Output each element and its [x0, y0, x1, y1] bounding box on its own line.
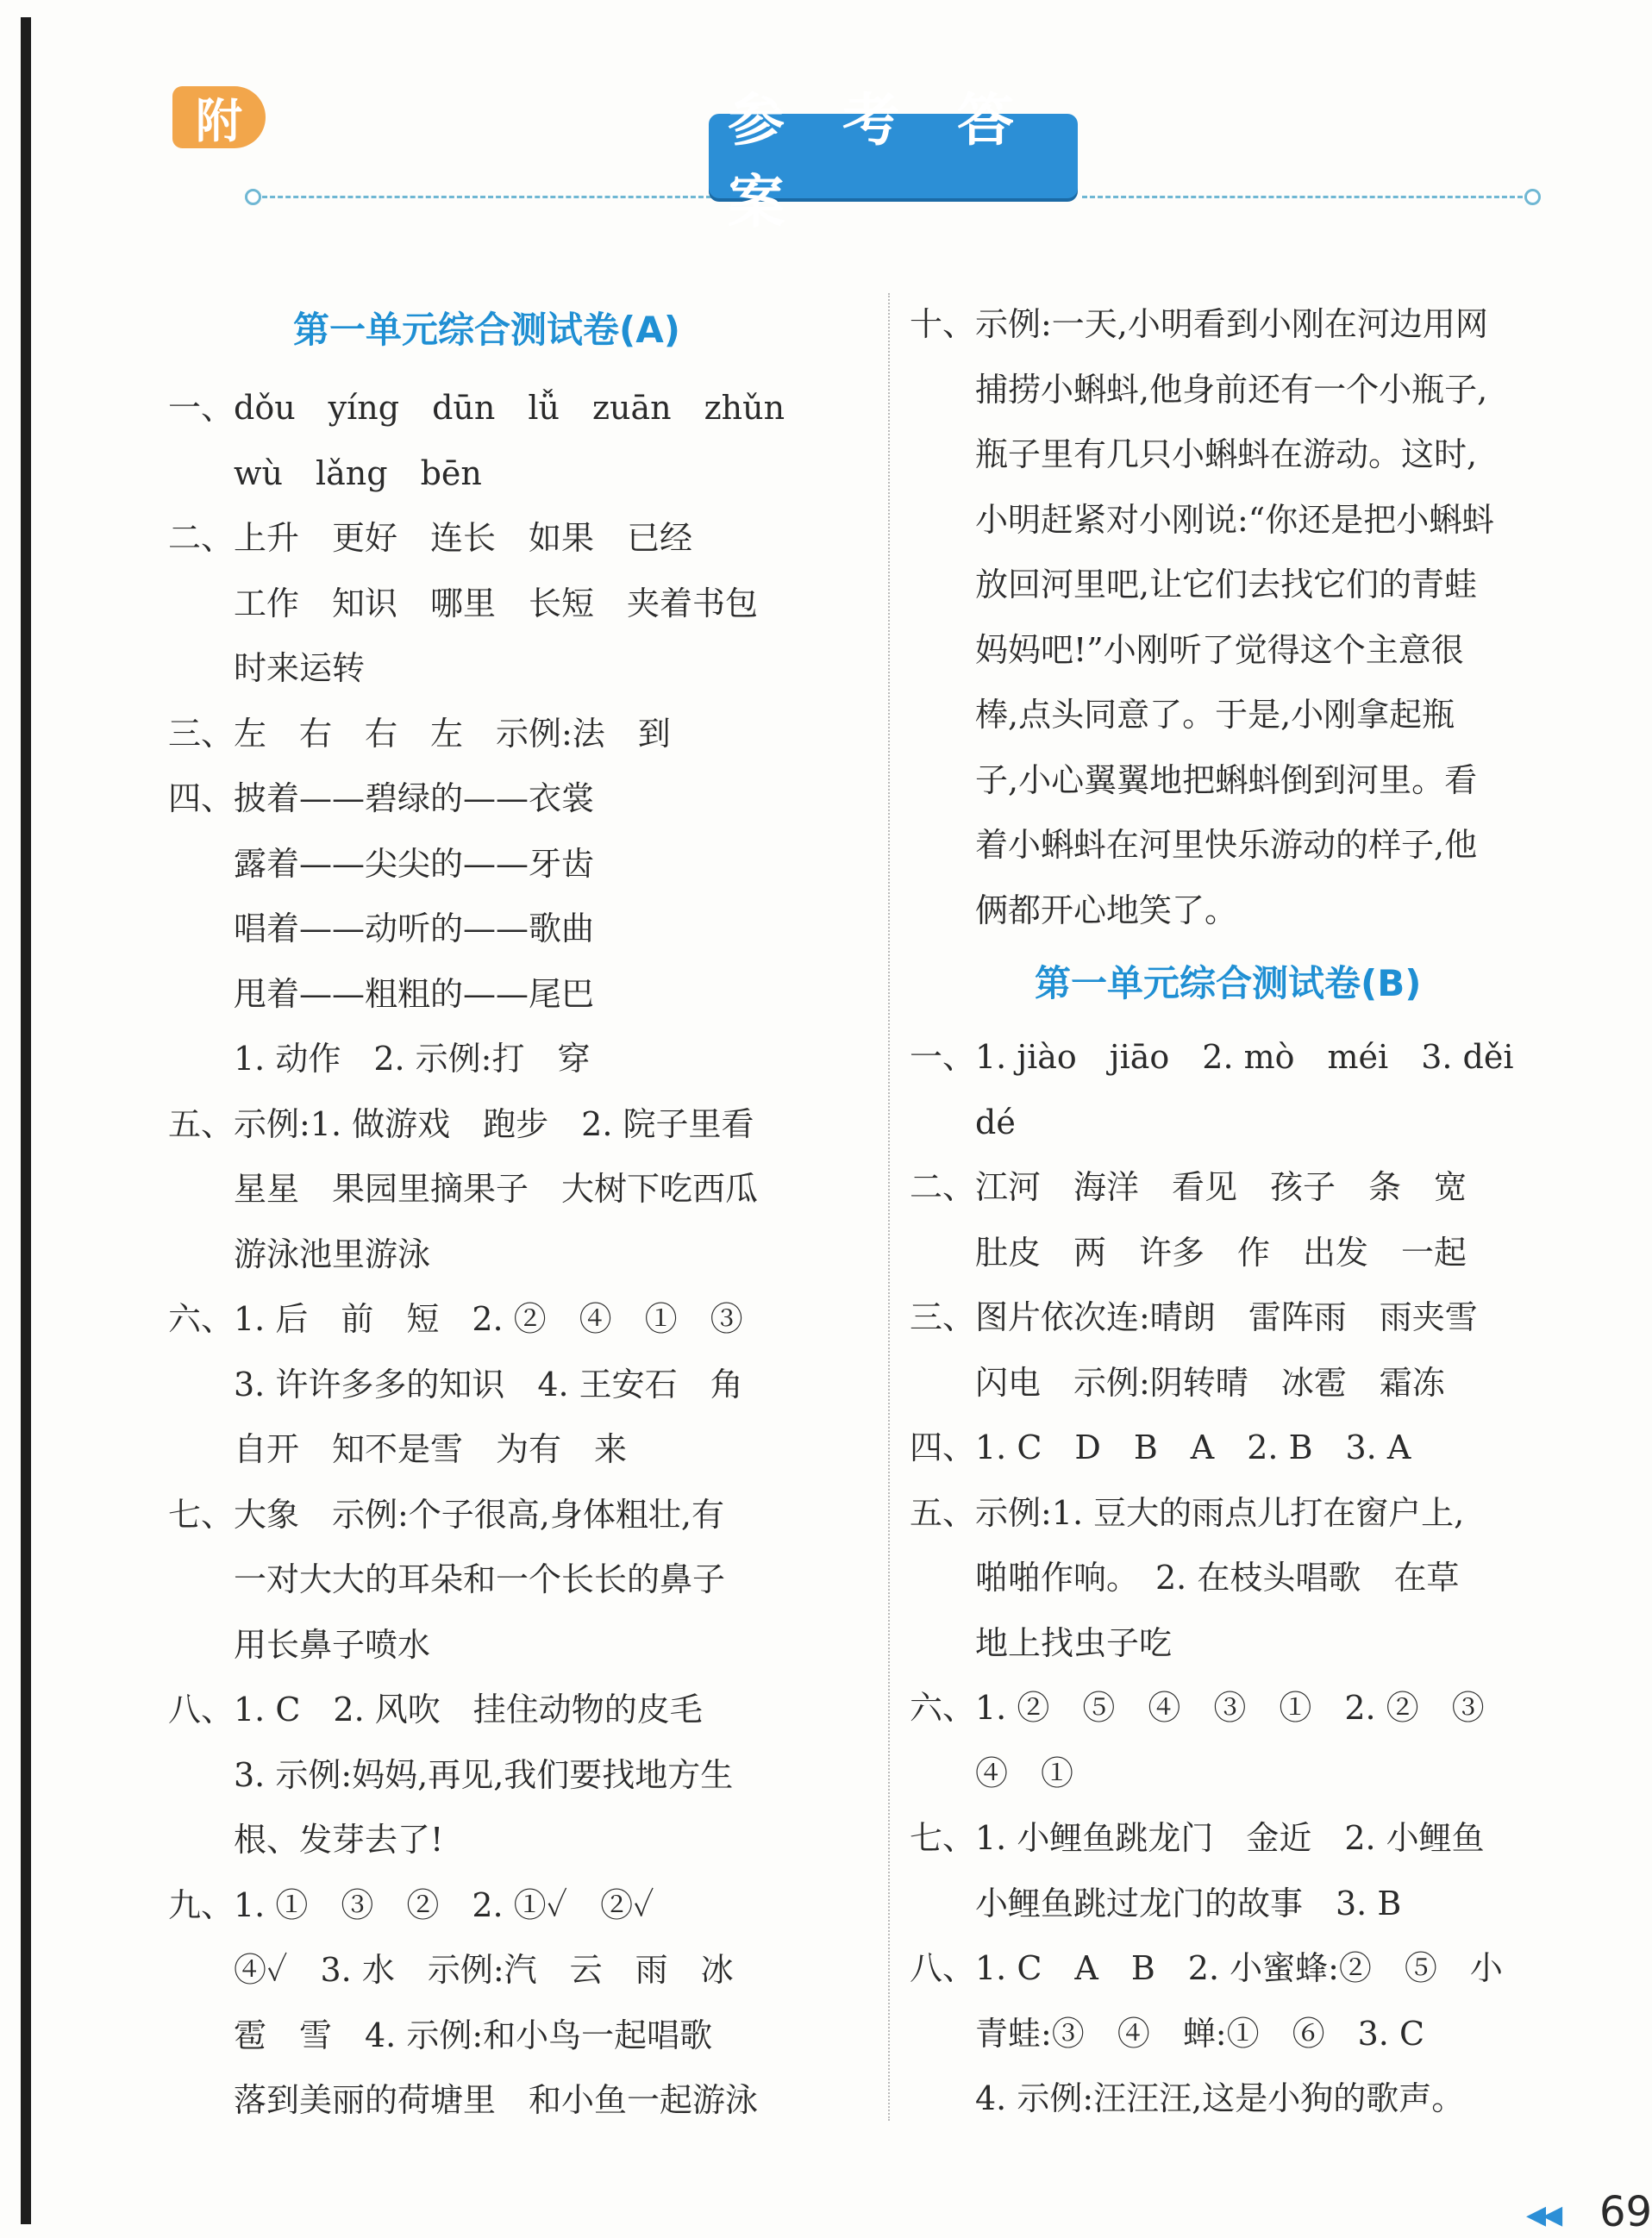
answer-line: 十、示例:一天,小明看到小刚在河边用网 — [910, 305, 1488, 343]
answer-line: 甩着——粗粗的——尾巴 — [168, 974, 595, 1013]
answer-line: 棒,点头同意了。于是,小刚拿起瓶 — [910, 696, 1455, 734]
page-number: 69 — [1599, 2188, 1652, 2236]
answer-line: 啪啪作响。 2. 在枝头唱歌 在草 — [910, 1559, 1460, 1597]
answer-line: 八、1. C 2. 风吹 挂住动物的皮毛 — [168, 1691, 703, 1729]
page-arrows-icon: ◀◀ — [1526, 2200, 1560, 2230]
answer-line: 三、图片依次连:晴朗 雷阵雨 雨夹雪 — [910, 1298, 1478, 1336]
answer-line: 用长鼻子喷水 — [168, 1625, 431, 1664]
answer-line: 露着——尖尖的——牙齿 — [168, 844, 595, 883]
answer-line: 雹 雪 4. 示例:和小鸟一起唱歌 — [168, 2016, 713, 2054]
answer-line: 八、1. C A B 2. 小蜜蜂:② ⑤ 小 — [910, 1949, 1503, 1987]
answer-line: 一、1. jiào jiāo 2. mò méi 3. děi — [910, 1038, 1514, 1076]
answer-line: 三、左 右 右 左 示例:法 到 — [168, 714, 671, 753]
header-dot-left — [245, 189, 261, 205]
answer-line: 一、dǒu yíng dūn lǚ zuān zhǔn — [168, 389, 785, 427]
answer-line: 1. 动作 2. 示例:打 穿 — [168, 1040, 591, 1078]
answer-line: 肚皮 两 许多 作 出发 一起 — [910, 1233, 1467, 1272]
answer-line: 四、披着——碧绿的——衣裳 — [168, 779, 595, 817]
answer-line: dé — [910, 1103, 1016, 1141]
answer-line: 4. 示例:汪汪汪,这是小狗的歌声。 — [910, 2079, 1465, 2117]
answer-line: 青蛙:③ ④ 蝉:① ⑥ 3. C — [910, 2014, 1425, 2053]
answer-line: 六、1. ② ⑤ ④ ③ ① 2. ② ③ — [910, 1689, 1485, 1727]
answer-line: wù lǎng bēn — [168, 453, 482, 492]
answer-line: ④✓ 3. 水 示例:汽 云 雨 冰 — [168, 1951, 734, 1989]
answer-line: 自开 知不是雪 为有 来 — [168, 1430, 628, 1468]
answer-line: 3. 许许多多的知识 4. 王安石 角 — [168, 1365, 743, 1403]
answer-line: 工作 知识 哪里 长短 夹着书包 — [168, 584, 759, 622]
answer-line: 着小蝌蚪在河里快乐游动的样子,他 — [910, 826, 1478, 864]
answer-line: 七、大象 示例:个子很高,身体粗壮,有 — [168, 1495, 724, 1534]
answer-line: 小明赶紧对小刚说:“你还是把小蝌蚪 — [910, 500, 1495, 539]
column-divider — [888, 293, 890, 2121]
header-dash-left — [254, 196, 711, 198]
answer-line: 四、1. C D B A 2. B 3. A — [910, 1428, 1411, 1466]
answer-line: 七、1. 小鲤鱼跳龙门 金近 2. 小鲤鱼 — [910, 1819, 1485, 1857]
answer-line: 五、示例:1. 豆大的雨点儿打在窗户上, — [910, 1493, 1465, 1532]
answer-line: 3. 示例:妈妈,再见,我们要找地方生 — [168, 1755, 734, 1794]
answer-line: 小鲤鱼跳过龙门的故事 3. B — [910, 1884, 1402, 1922]
answer-line: 唱着——动听的——歌曲 — [168, 910, 595, 947]
answer-line: 游泳池里游泳 — [168, 1235, 431, 1273]
answer-line: 二、江河 海洋 看见 孩子 条 宽 — [910, 1168, 1467, 1206]
section-title-a: 第一单元综合测试卷(A) — [293, 309, 680, 351]
answer-line: 根、发芽去了! — [168, 1821, 444, 1859]
answer-line: 五、示例:1. 做游戏 跑步 2. 院子里看 — [168, 1104, 754, 1143]
page-title-box — [709, 87, 1078, 235]
answer-line: 星星 果园里摘果子 大树下吃西瓜 — [168, 1170, 759, 1208]
answer-line: 捕捞小蝌蚪,他身前还有一个小瓶子, — [910, 370, 1488, 409]
answer-line: ④ ① — [910, 1754, 1074, 1792]
book-spine — [21, 17, 31, 2224]
answer-line: 六、1. 后 前 短 2. ② ④ ① ③ — [168, 1300, 743, 1338]
section-title-b: 第一单元综合测试卷(B) — [1035, 962, 1422, 1004]
answer-line: 子,小心翼翼地把蝌蚪倒到河里。看 — [910, 760, 1478, 799]
answer-line: 时来运转 — [168, 649, 366, 687]
header-dot-right — [1524, 189, 1541, 205]
answer-line: 九、1. ① ③ ② 2. ①✓ ②✓ — [168, 1885, 654, 1924]
answer-line: 落到美丽的荷塘里 和小鱼一起游泳 — [168, 2081, 759, 2119]
answer-line: 二、上升 更好 连长 如果 已经 — [168, 519, 693, 557]
answer-line: 地上找虫子吃 — [910, 1623, 1173, 1662]
answer-line: 一对大大的耳朵和一个长长的鼻子 — [168, 1560, 726, 1598]
header-dash-right — [1082, 196, 1530, 198]
answer-line: 妈妈吧!”小刚听了觉得这个主意很 — [910, 630, 1464, 669]
answer-line: 闪电 示例:阴转晴 冰雹 霜冻 — [910, 1363, 1445, 1402]
answer-line: 放回河里吧,让它们去找它们的青蛙 — [910, 566, 1478, 603]
answer-line: 俩都开心地笑了。 — [910, 891, 1238, 929]
page-title: 参 考 答 案 — [728, 87, 1033, 235]
appendix-badge: 附 — [172, 86, 266, 148]
answer-line: 瓶子里有几只小蝌蚪在游动。这时, — [910, 435, 1478, 473]
